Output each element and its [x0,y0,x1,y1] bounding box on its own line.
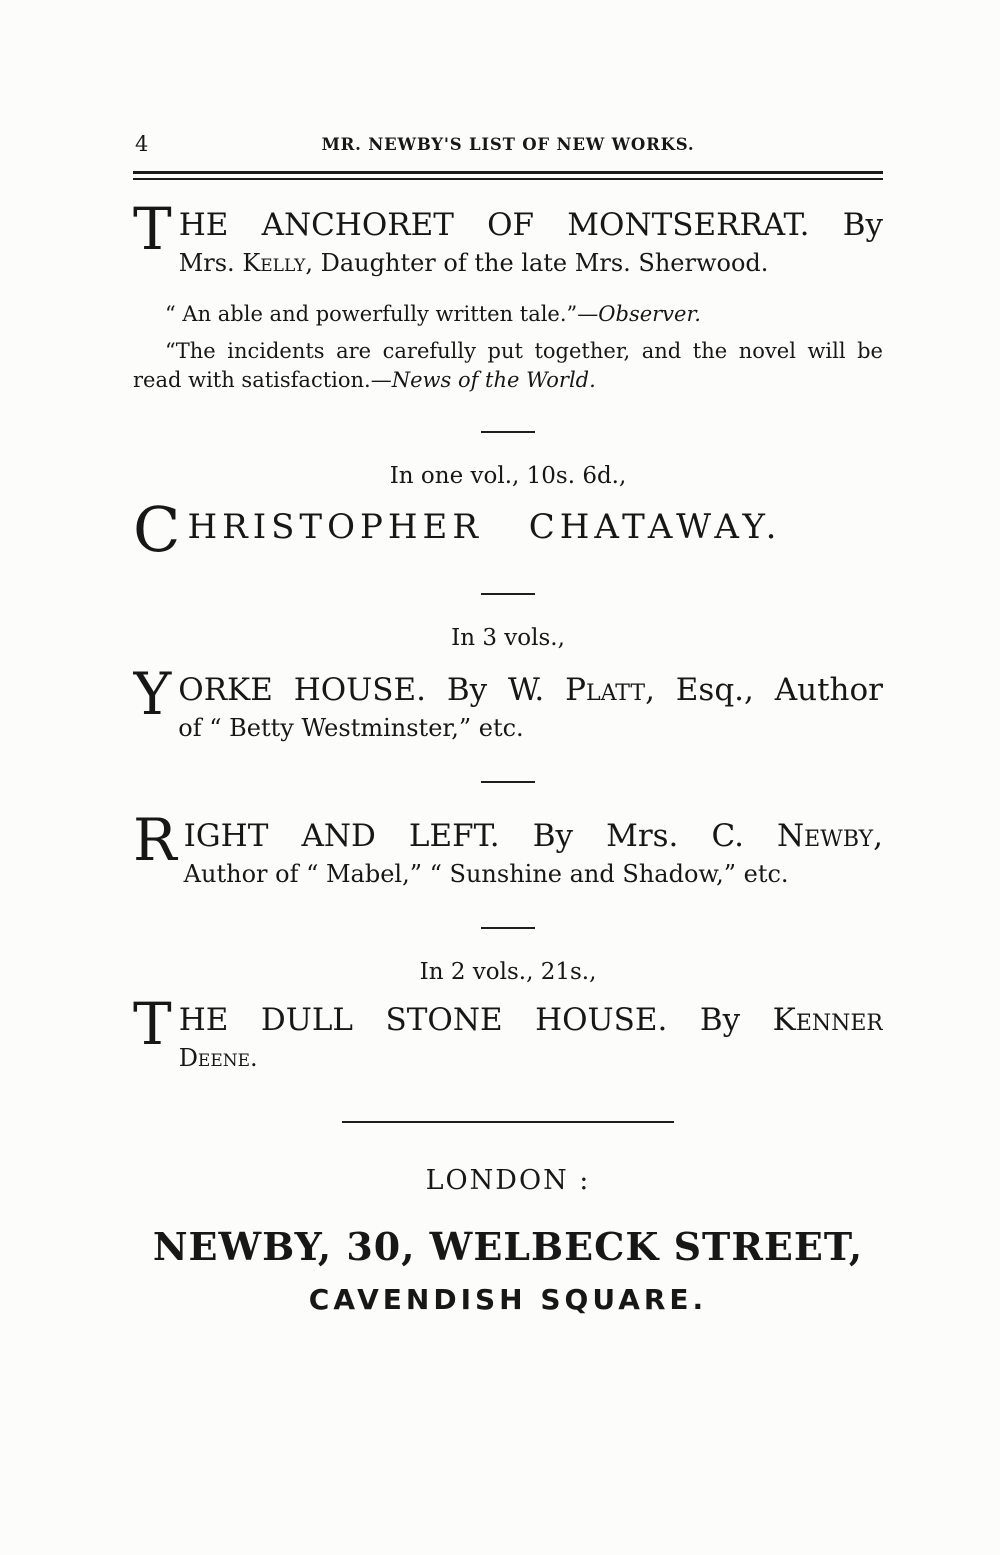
author-name: Kenner [772,1002,883,1038]
author-rest: of “ Betty Westminster,” etc. [178,714,524,742]
header-rule [133,171,883,180]
dropcap: R [133,815,177,874]
entry-anchoret [133,204,883,395]
section-divider [481,593,535,595]
edition-note: In 2 vols., 21s., [419,959,597,985]
author-line [133,712,883,745]
imprint-city: LONDON : [425,1165,591,1196]
quote-text: “ An able and powerfully written tale.”— [165,302,599,326]
title-text: ORKE HOUSE. By W. [178,672,566,708]
dropcap: C [133,493,181,557]
edition-note: In 3 vols., [451,625,565,651]
title-text: HE ANCHORET OF MONTSERRAT. [178,207,810,243]
edition-note: In one vol., 10s. 6d., [389,463,627,489]
author-name: Kelly [242,249,306,277]
title-text: IGHT AND LEFT. By Mrs. C. [183,818,778,854]
author-line [133,1042,883,1075]
author-line [133,858,883,891]
review-quote [133,300,883,329]
quote-source: Observer. [598,302,701,326]
author-name: Newby [777,818,874,854]
page-header [133,130,883,158]
page-number: 4 [135,132,149,156]
footer [133,1165,883,1316]
review-quote [133,337,883,395]
title-text: HE DULL STONE HOUSE. By [178,1002,773,1038]
title-text: , [873,818,883,854]
imprint-square: CAVENDISH SQUARE. [308,1283,708,1316]
page-content [133,0,883,1316]
review-quotes [133,300,883,395]
dropcap: Y [133,660,172,728]
section-divider [481,431,535,433]
quote-source: News of the World. [391,368,596,392]
author-name: Deene. [178,1044,258,1072]
imprint-publisher: NEWBY, 30, WELBECK STREET, [152,1224,864,1269]
author-rest: , Daughter of the late Mrs. Sherwood. [305,249,769,277]
author-name: Platt [565,672,646,708]
author-rest: Author of “ Mabel,” “ Sunshine and Shadow,” etc. [183,860,789,888]
section-divider [481,927,535,929]
section-divider [481,781,535,783]
entry-title [133,493,883,557]
quote-text: “The incidents are carefully put together, and the novel will be read with satisfaction.— [133,339,883,392]
dropcap: T [133,204,172,263]
dropcap: T [133,990,172,1058]
author-prefix: Mrs. [178,249,243,277]
running-head: MR. NEWBY'S LIST OF NEW WORKS. [321,135,695,154]
footer-divider [342,1121,674,1123]
entry-right-and-left [133,815,883,891]
title-text: , Esq., Author [645,672,883,708]
entry-chataway [133,491,883,557]
entry-dull-stone [133,987,883,1075]
by-label: By [842,207,883,243]
author-line [133,247,883,280]
title-text: HRISTOPHER CHATAWAY. [187,507,782,547]
entry-yorke [133,653,883,745]
